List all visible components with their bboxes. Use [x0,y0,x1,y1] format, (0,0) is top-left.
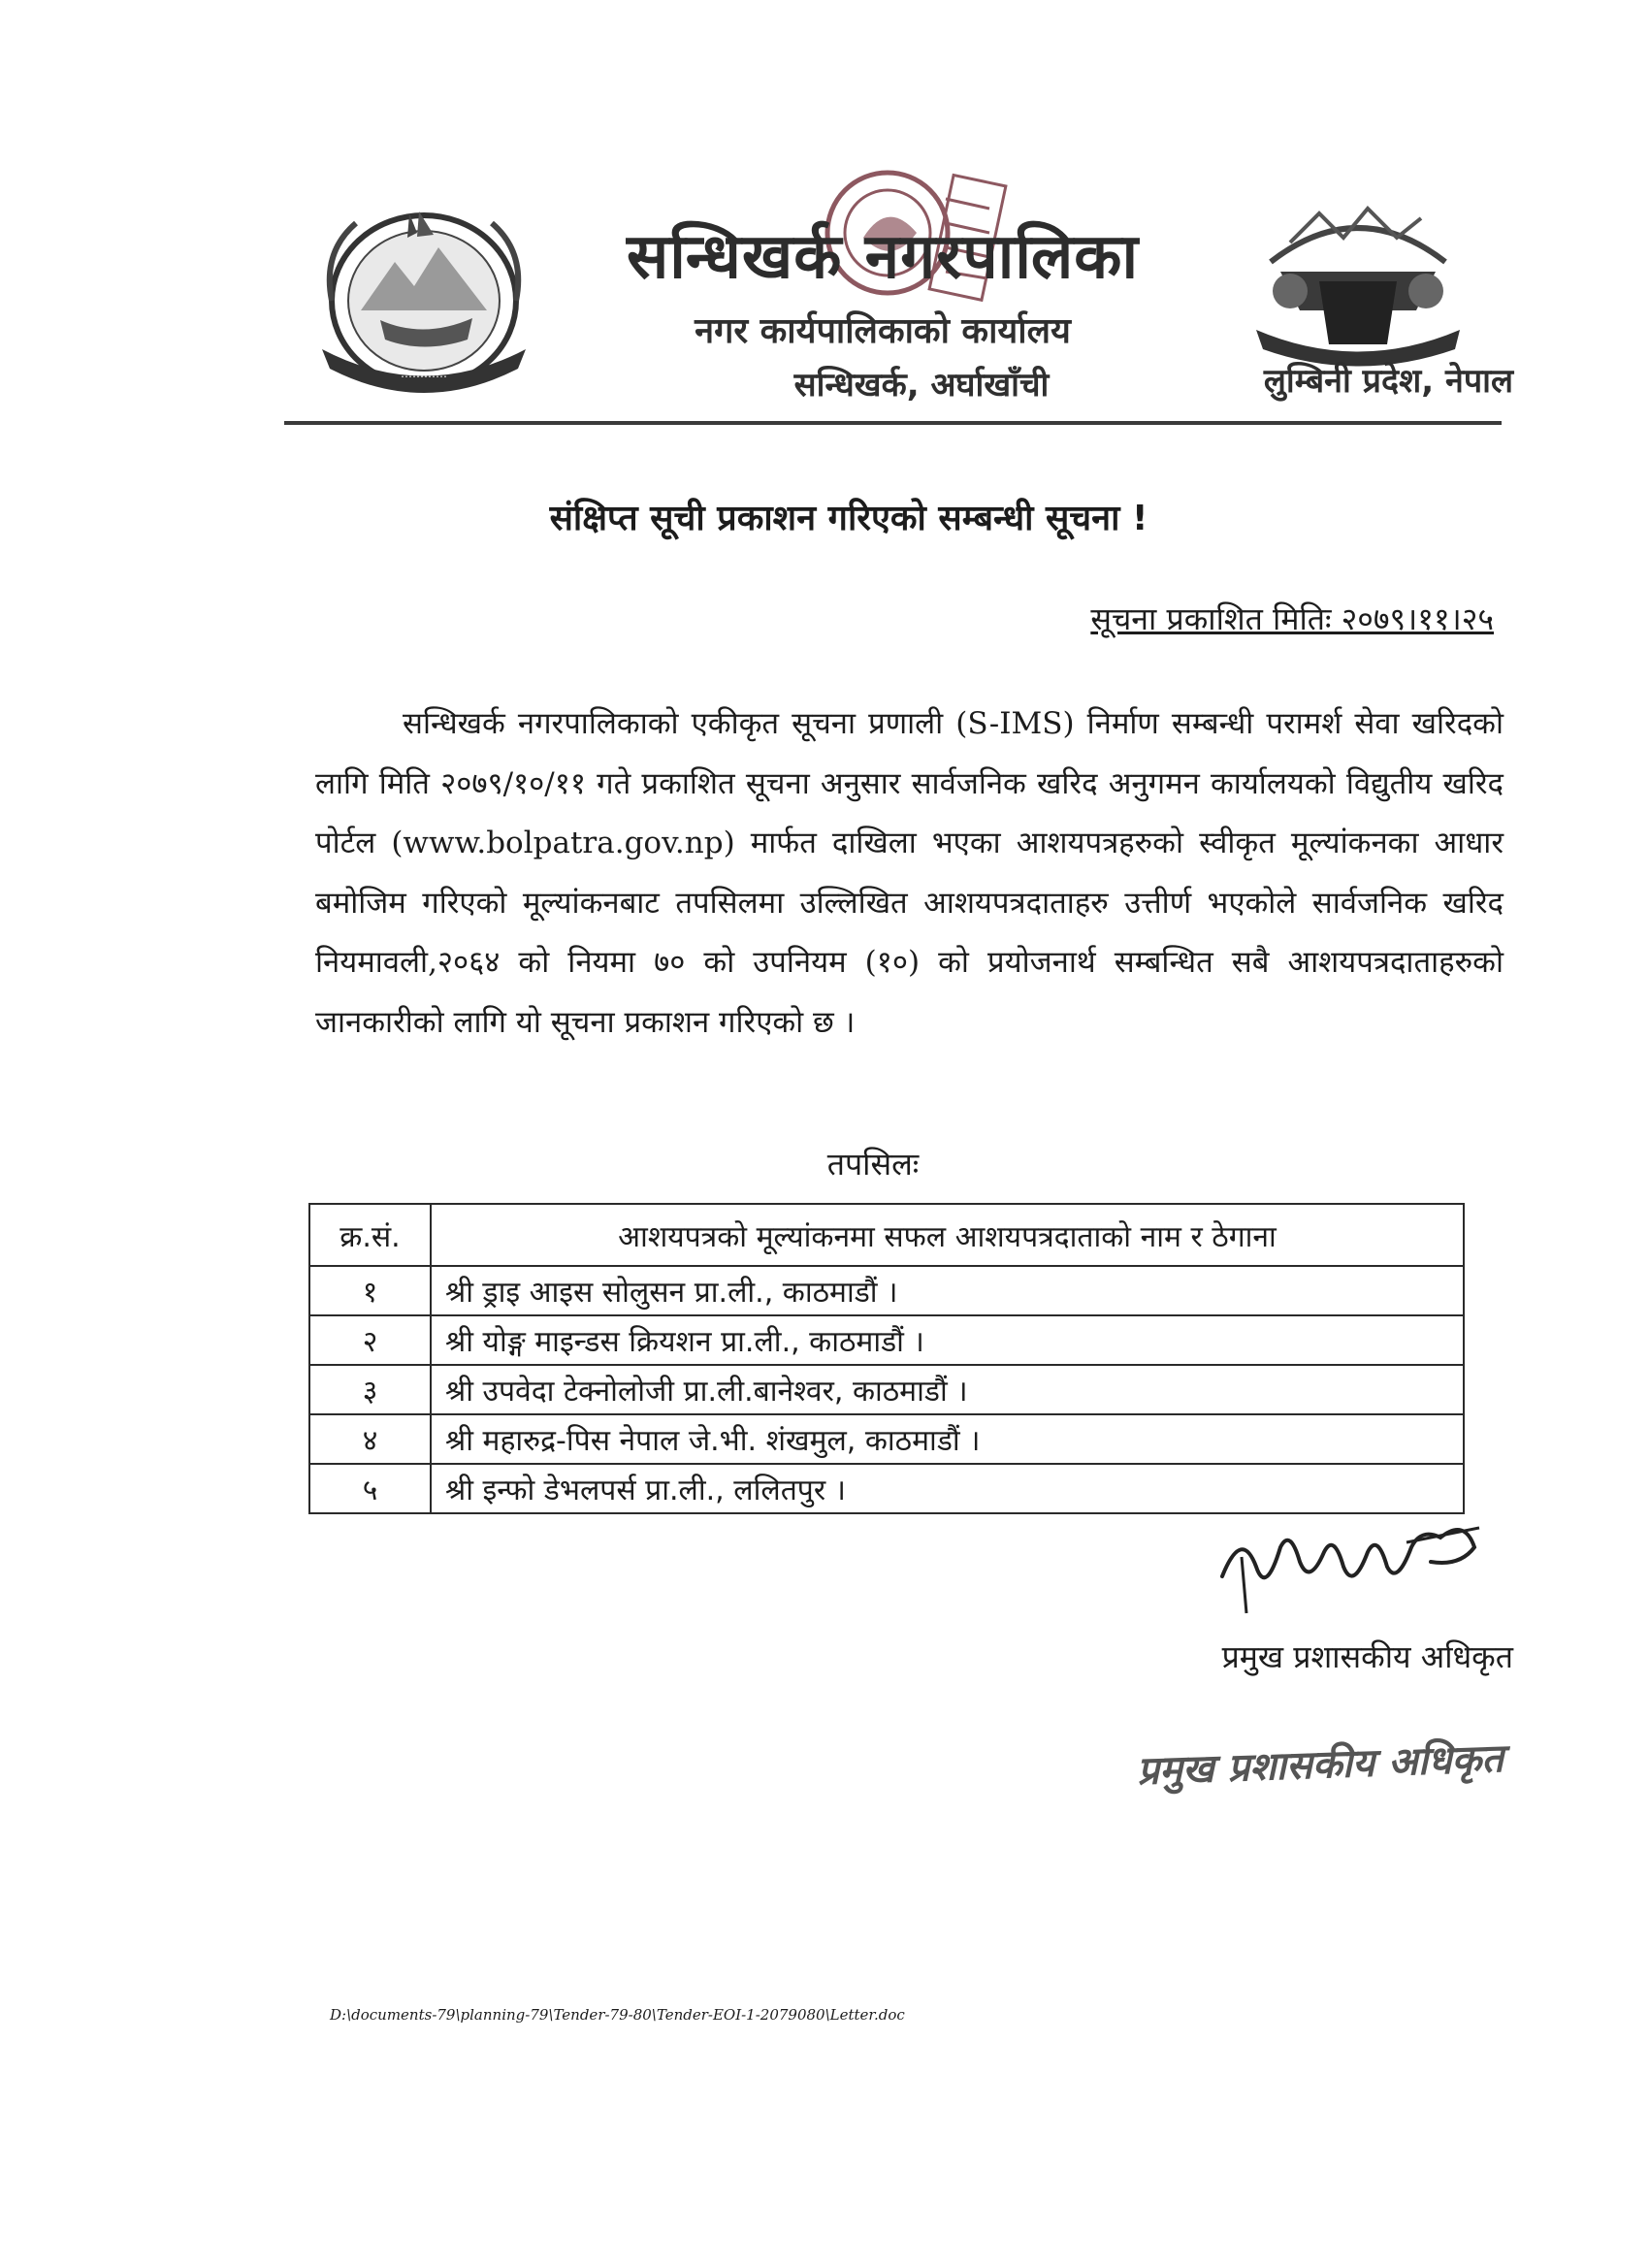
header-divider [284,421,1502,425]
table-row [309,1464,1464,1513]
municipality-name: सन्धिखर्क नगरपालिका [626,221,1140,293]
file-path-footer: D:\documents-79\planning-79\Tender-79-80\Tender-EOI-1-2079080\Letter.doc [330,2006,905,2024]
table-row [309,1365,1464,1414]
serial-cell: ५ [309,1464,431,1513]
serial-cell: ३ [309,1365,431,1414]
serial-cell: २ [309,1315,431,1365]
notice-title: संक्षिप्त सूची प्रकाशन गरिएको सम्बन्धी सूचना ! [549,499,1148,538]
schedule-label: तपसिलः [826,1146,920,1183]
municipality-logo-icon [1251,184,1465,369]
name-cell: श्री ड्राइ आइस सोलुसन प्रा.ली., काठमाडौं । [431,1266,1464,1315]
designation-stamp: प्रमुख प्रशासकीय अधिकृत [1136,1736,1504,1795]
name-column-header: आशयपत्रको मूल्यांकनमा सफल आशयपत्रदाताको नाम र ठेगाना [431,1204,1464,1266]
publication-date: सूचना प्रकाशित मितिः २०७९।११।२५ [1090,600,1494,637]
serial-cell: १ [309,1266,431,1315]
handwritten-signature-icon [1212,1508,1504,1615]
notice-body: सन्धिखर्क नगरपालिकाको एकीकृत सूचना प्रणाली (S-IMS) निर्माण सम्बन्धी परामर्श सेवा खरिदको लागि मिति २०७९/१०/११ गते प्रकाशित सूचना अनुसार सार्वजनिक खरिद अनुगमन कार्यालयको विद्युतीय खरिद पोर्टल (www.bolpatra.gov.np) मार्फत दाखिला भएका आशयपत्रहरुको स्वीकृत मूल्यांकनका आधार बमोजिम गरिएको मूल्यांकनबाट तपसिलमा उल्लिखित आशयपत्रदाताहरु उत्तीर्ण भएकोले सार्वजनिक खरिद नियमावली,२०६४ को नियमा ७० को उपनियम (१०) को प्रयोजनार्थ सम्बन्धित सबै आशयपत्रदाताहरुको जानकारीको लागि यो सूचना प्रकाशन गरिएको छ । [315,706,1504,1040]
name-cell: श्री उपवेदा टेक्नोलोजी प्रा.ली.बानेश्वर, काठमाडौं । [431,1365,1464,1414]
table-row [309,1414,1464,1464]
office-address: सन्धिखर्क, अर्घाखाँची [793,366,1050,405]
signatory-title: प्रमुख प्रशासकीय अधिकृत [1221,1638,1513,1675]
svg-text:⋯⋯⋯⋯: ⋯⋯⋯⋯ [401,370,447,383]
table-row [309,1315,1464,1365]
name-cell: श्री इन्फो डेभलपर्स प्रा.ली., ललितपुर । [431,1464,1464,1513]
serial-column-header: क्र.सं. [309,1204,431,1266]
shortlist-table [308,1203,1465,1514]
name-cell: श्री योङ्ग माइन्डस क्रियशन प्रा.ली., काठमाडौं । [431,1315,1464,1365]
serial-cell: ४ [309,1414,431,1464]
table-header-row [309,1204,1464,1266]
nepal-government-emblem-icon [303,194,545,398]
province-label: लुम्बिनी प्रदेश, नेपाल [1263,362,1513,401]
office-name: नगर कार्यपालिकाको कार्यालय [695,311,1071,351]
table-row [309,1266,1464,1315]
name-cell: श्री महारुद्र-पिस नेपाल जे.भी. शंखमुल, काठमाडौं । [431,1414,1464,1464]
